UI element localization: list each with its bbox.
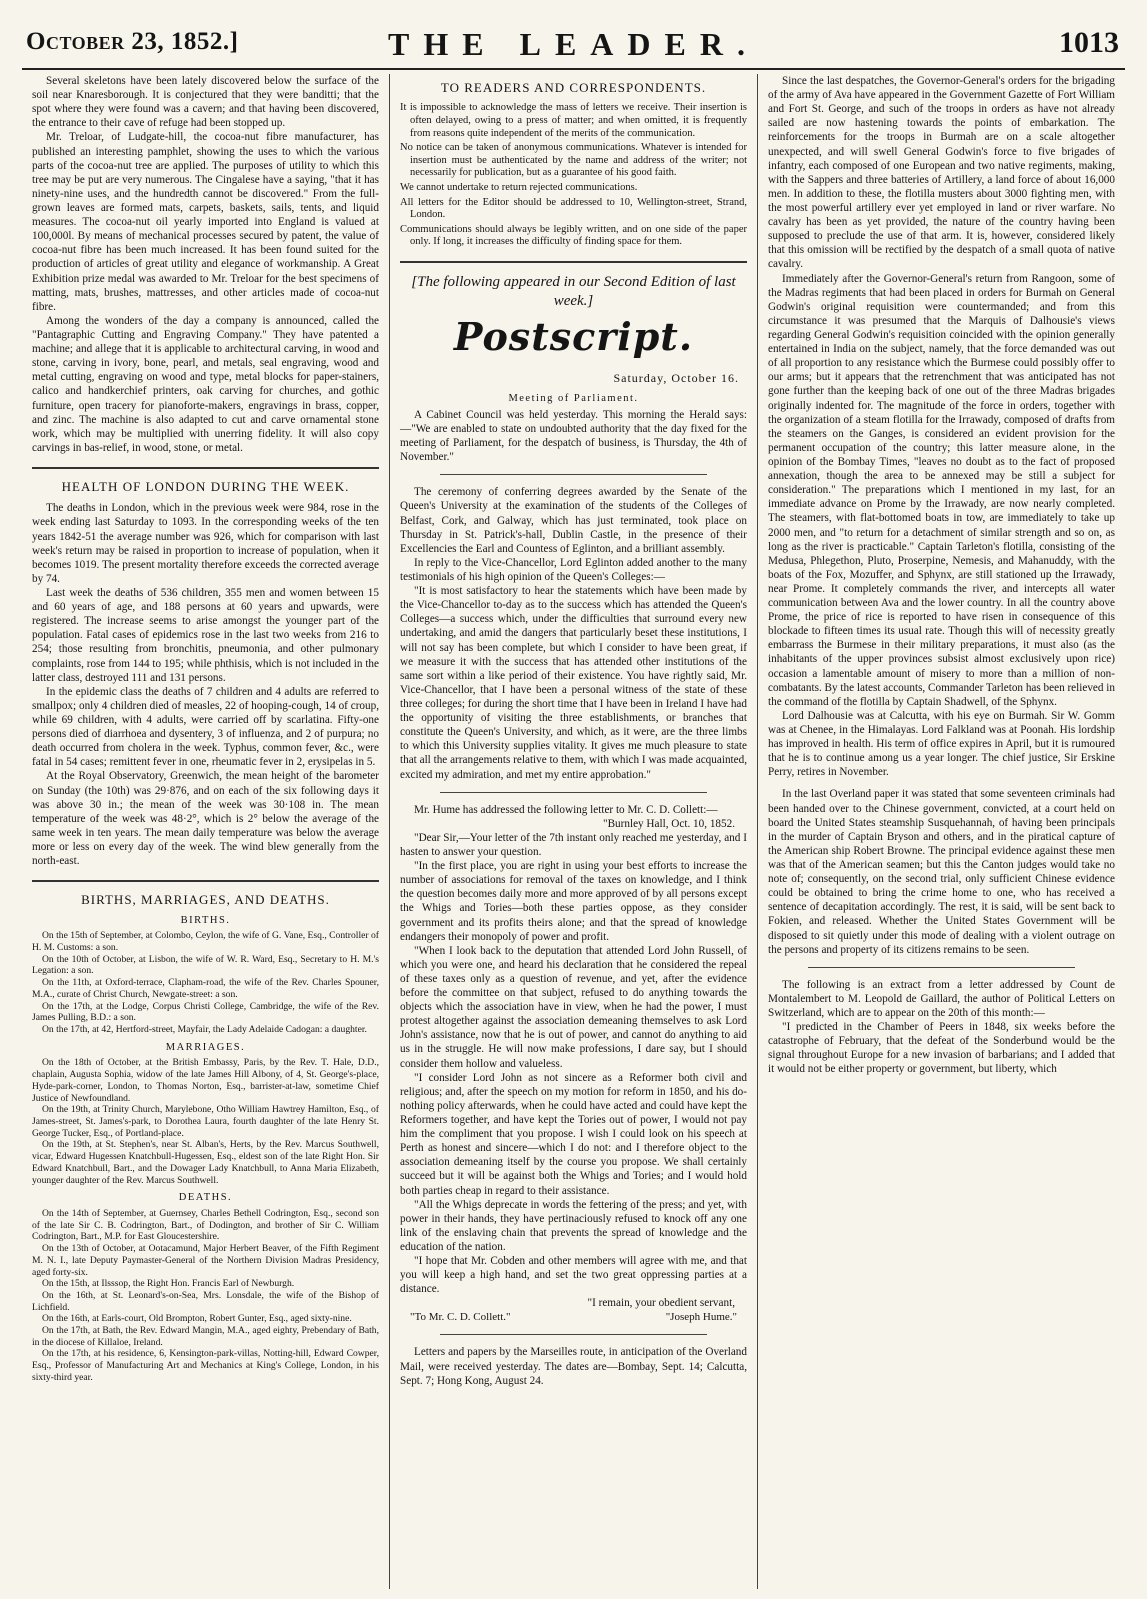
section-divider [32,467,379,469]
letter-paragraph: "In the first place, you are right in using your best efforts to increase the number of associations for removal of the taxes on knowledge, and I think the question becomes daily more and more approved of by all persons except the Whigs and Tories—both these parties oppose, as they consider government and its profits theirs alone; and that the spread of knowledge endangers their monopoly of power and profit. [400,860,747,943]
death-notice: On the 16th, at St. Leonard's-on-Sea, Mrs. Lonsdale, the wife of the Bishop of Lichfield. [32,1289,379,1313]
death-notice: On the 17th, at his residence, 6, Kensington-park-villas, Notting-hill, Edward Cowper, Esq., Professor of Manufacturing Art and Mechanics at King's College, London, in his sixty-third year. [32,1348,379,1383]
marriage-notice: On the 19th, at St. Stephen's, near St. Alban's, Herts, by the Rev. Marcus Southwell, vicar, Edward Hugessen Knatchbull-Hugessen, Esq., eldest son of the late Right Hon. Sir Edward Knatchbull, Bart., and the Dowager Lady Knatchbull, to Anna Maria Elizabeth, younger daughter of the Rev. Marcus Southwell. [32,1139,379,1186]
article-paragraph: At the Royal Observatory, Greenwich, the mean height of the barometer on Sunday (the 10th) was 29·876, and on each of the six following days it was above 30 in.; the mean of the week was 30·108 in. The mean temperature of the week was 48·2°, which is 2° below the average of the same week in ten years. The mean daily temperature was below the average more or less on every day of the week. The wind blew generally from the north-east. [32,770,379,868]
article-paragraph: Since the last despatches, the Governor-General's orders for the brigading of the army of Ava have appeared in the Government Gazette of Fort William and Fort St. George, and such of the troops in orders as have not already sailed are now hastening towards the points of embarkation. The reinforcements for the troops in Burmah are on a scale altogether unexpected, and will swell General Godwin's force to five brigades of infantry, each composed of one European and two native regiments, making, with the Sappers and three batteries of Artillery, a land force of about 16,000 men. In addition to these, the flotilla musters about 3000 fighting men, with the most powerful artillery ever yet employed in land or river warfare. No cavalry has been as yet provided, the nature of the country having been supposed to preclude the use of that arm. It is, however, considered likely that this omission will be rectified by the despatch of a small quota of native cavalry. [768,75,1115,271]
letter-paragraph: "I consider Lord John as not sincere as a Reformer both civil and religious; and, after the speech on my motion for reform in 1850, and his do-nothing policy afterwards, when he could have acted and could have kept the Reformers together, and have kept the Tories out of power, I would not pay him the compliment that you propose. I wish I could look on his speech at Perth as honest and sincere—which I do not: and I therefore object to the association demeaning itself by the course you propose. We shall certainly succeed but it will be against both the Whigs and Tories; and I would hold both parties cheap in regard to their assistance. [400,1071,747,1197]
masthead [22,20,1125,70]
article-paragraph: The deaths in London, which in the previous week were 984, rose in the week ending last Saturday to 1093. In the corresponding weeks of the ten years 1842-51 the average number was 926, which for comparison with last week's return may be raised in proportion to increase of population, when it becomes 1019. The present mortality therefore exceeds the corrected average by 74. [32,502,379,585]
short-divider [440,474,707,475]
section-heading-health: HEALTH OF LONDON DURING THE WEEK. [61,478,350,494]
article-paragraph: Immediately after the Governor-General's return from Rangoon, some of the Madras regiments that had been placed in orders for Burmah on General Godwin's original requisition were countermanded; and from this circumstance it was presumed that the Marquis of Dalhousie's views regarding General Godwin's requisition coincided with the opinion generally entertained in India on the subject, namely, that the force demanded was out of all proportion to any resistance which the Burmese could possibly offer to our arms; but it appears that the retrenchment that was anticipated has not gone further than the keeping back of one out of the three Madras brigades originally indented for. The magnitude of the force in orders, together with the organization of a steam flotilla for the Irrawady, composed of drafts from the steamers on the Ganges, is considered an evident provision for the permanent occupation of the country; this latter measure alone, in the opinion of the Bombay Times, "leaves no doubt as to the fact of proposed annexation, though the area to be annexed may be still a subject for consideration." The preparations which I mentioned in my last, for an immediate advance on Prome by the Irrawady, are now nearly completed. The steamers, with flat-bottomed boats in tow, are immediately to take up 2000 men, and "to return for a detachment of similar strength and so on, as long as the river is practicable." Captain Tarleton's flotilla, consisting of the Medusa, Phlegethon, Pluto, Proserpine, Nemesis, and Mahanuddy, with the boats of the Fox, Mozuffer, and Sphynx, are still stationed up the Irrawady, near Prome. It completely commands the river, and intercepts all water communication between Ava and the lower country. In all the country above Prome, the price of rice is reported to have risen in consequence of this blockade to fifteen times its usual rate. Though this will of necessity greatly embarrass the Burmese in their military preparations, it must also (as the inhabitants of the upper provinces subsist almost exclusively upon rice) occasion a lamentable amount of misery to more than a million of non-combatants. By the latest accounts, Commander Tarleton has been relieved in the command of the flotilla by Captain Shadwell, of the Sphynx. [768,272,1115,708]
article-paragraph: In the last Overland paper it was stated that some seventeen criminals had been handed over to the Chinese government, convicted, at a court held on board the United States steamship Susquehannah, of having been principals in the murder of Captain Bryson and others, and in the piratical capture of the American ship Robert Browne. The principal evidence against these men was that of the American seamen; but this the Canton judges would take no note of; consequently, on the second trial, only sufficient Chinese evidence could be obtained to bring the crime home to one, who has received a sentence of decapitation accordingly. The rest, it is said, will be sent back to Fokien, and released. Whether the United States Government will be disposed to sit quietly under this mode of dealing with a violent outrage on the persons and property of its citizens remains to be seen. [768,788,1115,956]
column-middle [389,74,758,1589]
article-paragraph: In reply to the Vice-Chancellor, Lord Eglinton added another to the many testimonials of his high opinion of the Queen's Colleges:— [400,556,747,583]
readers-notice: We cannot undertake to return rejected communications. [400,181,638,193]
bmd-section [32,915,379,1384]
article-paragraph: The following is an extract from a letter addressed by Count de Montalembert to M. Leopold de Gaillard, the author of Political Letters on Switzerland, which are to appear on the 20th of this month:— [768,978,1115,1019]
readers-notice: No notice can be taken of anonymous communications. Whatever is intended for insertion must be authenticated by the name and address of the writer; not necessarily for publication, but as a guarantee of his good faith. [400,142,747,179]
death-notice: On the 14th of September, at Guernsey, Charles Bethell Codrington, Esq., second son of the late Sir C. B. Codrington, Bart., of Dodington, and brother of Sir C. William Codrington, Bart., M.P. for East Gloucestershire. [32,1208,379,1243]
letter-paragraph: "When I look back to the deputation that attended Lord John Russell, of which you were one, and heard his declaration that he considered the repeal of these taxes only as a question of revenue, and yet, after the evidence before the committee on that subject, refused to do anything towards the objects which the association have in view, when he had the power, I must protest altogether against the association demeaning themselves to ask Lord John's assistance, now that he is out of power, and cannot do anything to aid us in the struggle. He will now make professions, I dare say, but I should consider them hollow and valueless. [400,944,747,1070]
marriage-notice: On the 18th of October, at the British Embassy, Paris, by the Rev. T. Hale, D.D., chaplain, Augusta Sophia, widow of the late James Hill Albony, of 4, St. George's-place, Hyde-park-corner, London, to Thomas Norton, Esq., barrister-at-law, sometime Chief Justice of Newfoundland. [32,1057,379,1104]
short-divider [808,967,1075,968]
letter-paragraph: "Dear Sir,—Your letter of the 7th instant only reached me yesterday, and I hasten to answer your question. [400,831,747,858]
article-paragraph: Several skeletons have been lately discovered below the surface of the soil near Knaresborough. It is conjectured that they were banditti; that the spot where they were found was a cavern; and that having been discovered, the entrance to their cave of refuge had been stopped up. [32,75,379,130]
article-paragraph: The ceremony of conferring degrees awarded by the Senate of the Queen's University at the examination of the students of the Colleges of Belfast, Cork, and Galway, which has just terminated, took place on Thursday in St. Patrick's-hall, Dublin Castle, in the presence of their Excellencies the Earl and Countess of Eglinton, and a brilliant assembly. [400,486,747,555]
meeting-heading: Meeting of Parliament. [508,392,639,404]
death-notice: On the 13th of October, at Ootacamund, Major Herbert Beaver, of the Fifth Regiment M. N. I., late Deputy Paymaster-General of the Northern Division Madras Presidency, aged forty-six. [32,1243,379,1278]
article-paragraph: A Cabinet Council was held yesterday. This morning the Herald says:—"We are enabled to state on undoubted authority that the day fixed for the meeting of Parliament, for the despatch of business, is Thursday, the 4th of November." [400,408,747,464]
short-divider [440,1334,707,1335]
dateline: Saturday, October 16. [613,370,739,385]
edition-note: [The following appeared in our Second Edition of last week.] [411,273,736,309]
article-paragraph: Among the wonders of the day a company is announced, called the "Pantagraphic Cutting and Engraving Company." They have patented a machine; and allege that it is applicable to architectural carving, in wood and stone, carving in ivory, bone, pearl, and metals, seal engraving, wood and metal cutting, engraving on wood and type, metal blocks for paper-stainers, calico and handkerchief printers, oak carving for churches, and gothic furniture, open tracery for pianoforte-makers, engravings in brass, copper, and zinc. The machine is also adapted to cut and carve ornamental stone work, which may be multiplied with unerring fidelity. It will also copy carvings in bas-relief, in wood, stone, or metal. [32,314,379,454]
letter-recipient: "To Mr. C. D. Collett." [410,1310,511,1323]
column-right [758,74,1125,1589]
article-paragraph: Mr. Hume has addressed the following letter to Mr. C. D. Collett:— [414,803,718,816]
readers-notice: All letters for the Editor should be addressed to 10, Wellington-street, Strand, London. [400,196,747,221]
letter-closing: "I remain, your obedient servant, [587,1297,735,1310]
letter-paragraph: "All the Whigs deprecate in words the fettering of the press; and yet, with power in their hands, they have pertinaciously refused to knock off any one link of the enslaving chain that prevents the spread of knowledge and the education of the nation. [400,1198,747,1254]
readers-notice: Communications should always be legibly written, and on one side of the paper only. If long, it increases the difficulty of finding space for them. [400,223,747,248]
birth-notice: On the 15th of September, at Colombo, Ceylon, the wife of G. Vane, Esq., Controller of H. M. Customs: a son. [32,930,379,954]
birth-notice: On the 17th, at the Lodge, Corpus Christi College, Cambridge, the wife of the Rev. James Pulling, B.D.: a son. [32,1000,379,1024]
section-divider [400,261,747,263]
marriages-heading: MARRIAGES. [165,1041,246,1053]
letter-place: "Burnley Hall, Oct. 10, 1852. [603,817,735,830]
deaths-heading: DEATHS. [178,1192,233,1204]
marriage-notice: On the 19th, at Trinity Church, Marylebone, Otho William Hawtrey Hamilton, Esq., of James-street, St. James's-park, to Dorothea Laura, fourth daughter of the late Henry St. George Tucker, Esq., of Portland-place. [32,1104,379,1139]
letter-signature: "Joseph Hume." [665,1310,737,1323]
birth-notice: On the 11th, at Oxford-terrace, Clapham-road, the wife of the Rev. Charles Spouner, M.A., curate of Christ Church, Newgate-street: a son. [32,977,379,1000]
article-paragraph: In the epidemic class the deaths of 7 children and 4 adults are referred to smallpox; only 4 children died of measles, 22 of hooping-cough, 14 of croup, while 69 children, with 4 adults, were carried off by scarlatina. Fifty-one persons died of diarrhoea and dysentery, 3 of influenza, and 2 of purpura; no death occurred from cholera in the week. Typhus, common fever, &c., were fatal in 54 cases; remittent fever in one, rheumatic fever in 2, erysipelas in 5. [32,685,379,769]
article-paragraph: Last week the deaths of 536 children, 355 men and women between 15 and 60 years of age, and 188 persons at 60 years and upwards, were registered. The increase seems to arise amongst the younger part of the population. Fatal cases of epidemics rose in the last two weeks from 216 to 254; those resulting from bronchitis, pneumonia, and other pulmonary complaints, rose from 144 to 195; while phthisis, which is not included in the latter class, destroyed 111 and 131 persons. [32,586,379,684]
birth-notice: On the 17th, at 42, Hertford-street, Mayfair, the Lady Adelaide Cadogan: a daughter. [42,1023,367,1035]
article-paragraph: Lord Dalhousie was at Calcutta, with his eye on Burmah. Sir W. Gomm was at Chenee, in the Himalayas. Lord Falkland was at Poonah. His lordship has improved in health. His term of office expires in April, but it is rumoured that he is to continue among us a year longer. The chief justice, Sir Erskine Perry, retires in November. [768,709,1115,779]
section-divider [32,880,379,882]
newspaper-title: THE LEADER. [388,26,759,62]
quoted-extract: "I predicted in the Chamber of Peers in 1848, six weeks before the catastrophe of February, that the defeat of the Sonderbund would be the signal throughout Europe for a new invasion of barbarians; and I added that it would not be either property or government, but liberty, which [768,1021,1115,1076]
article-paragraph: "It is most satisfactory to hear the statements which have been made by the Vice-Chancellor to-day as to the success which has attended the Queen's Colleges—a success which, under the difficulties that surround every new undertaking, and amid the dangers that particularly beset these institutions, I will not say has been complete, but which I consider to have been great, if we measure it with the success that has attended other institutions of the same sort within a like period of their existence. You have rightly said, Mr. Vice-Chancellor, that I have been a personal witness of the state of these three colleges; for during the short time that I have been in Ireland I have had the opportunity of visiting the three establishments, or branches that constitute the Queen's University, and which, as it were, are the three limbs to which this University supplies vitality. It gives me much pleasure to state that all the arrangements relative to them, with which I was made acquainted, excited my admiration, and met my entire approbation." [400,585,747,781]
page-number: 1013 [1059,26,1119,59]
readers-notice: It is impossible to acknowledge the mass of letters we receive. Their insertion is often delayed, owing to a press of matter; and when omitted, it is frequently from reasons quite independent of the merits of the communication. [400,102,747,139]
section-heading-readers: TO READERS AND CORRESPONDENTS. [440,80,707,95]
births-heading: BIRTHS. [180,914,231,926]
columns [22,74,1125,1589]
postscript-title: Postscript. [453,313,694,359]
death-notice: On the 17th, at Bath, the Rev. Edward Mangin, M.A., aged eighty, Prebendary of Bath, in the diocese of Killaloe, Ireland. [32,1325,379,1348]
spacer [768,779,1115,787]
article-paragraph: Mr. Treloar, of Ludgate-hill, the cocoa-nut fibre manufacturer, has published an interesting pamphlet, showing the uses to which the various parts of the cocoa-nut tree are applied. The purposes of utility to which this tree may be put are very numerous. The Cingalese have a saying, "that it has ninety-nine uses, and the hundredth cannot be discovered." From the full-grown leaves are formed mats, carpets, baskets, sails, tents, and liquid measures. The cocoa-nut oil yearly imported into England is valued at 100,000l. By means of mechanical processes secured by patent, the value of cocoa-nut fibre has been much increased. It has been found suited for the production of articles of great utility and elegance of workmanship. A Great Exhibition prize medal was awarded to Mr. Treloar for the best specimens of matting, mats, brushes, mattresses, and other articles made of cocoa-nut fibre. [32,131,379,313]
letter-paragraph: "I hope that Mr. Cobden and other members will agree with me, and that you will keep a high hand, and set the two great oppressing parties at a distance. [400,1255,747,1296]
death-notice: On the 16th, at Earls-court, Old Brompton, Robert Gunter, Esq., aged sixty-nine. [42,1313,352,1325]
birth-notice: On the 10th of October, at Lisbon, the wife of W. R. Ward, Esq., Secretary to H. M.'s Legation: a son. [32,953,379,977]
article-paragraph: Letters and papers by the Marseilles route, in anticipation of the Overland Mail, were received yesterday. The dates are—Bombay, Sept. 14; Calcutta, Sept. 7; Hong Kong, August 24. [400,1346,747,1387]
short-divider [440,792,707,793]
section-heading-bmd: BIRTHS, MARRIAGES, AND DEATHS. [81,892,330,908]
death-notice: On the 15th, at Ilsssop, the Right Hon. Francis Earl of Newburgh. [42,1278,295,1290]
column-left [22,74,389,1589]
letter-signature-line [400,1311,747,1325]
issue-date: October 23, 1852.] [26,28,239,55]
